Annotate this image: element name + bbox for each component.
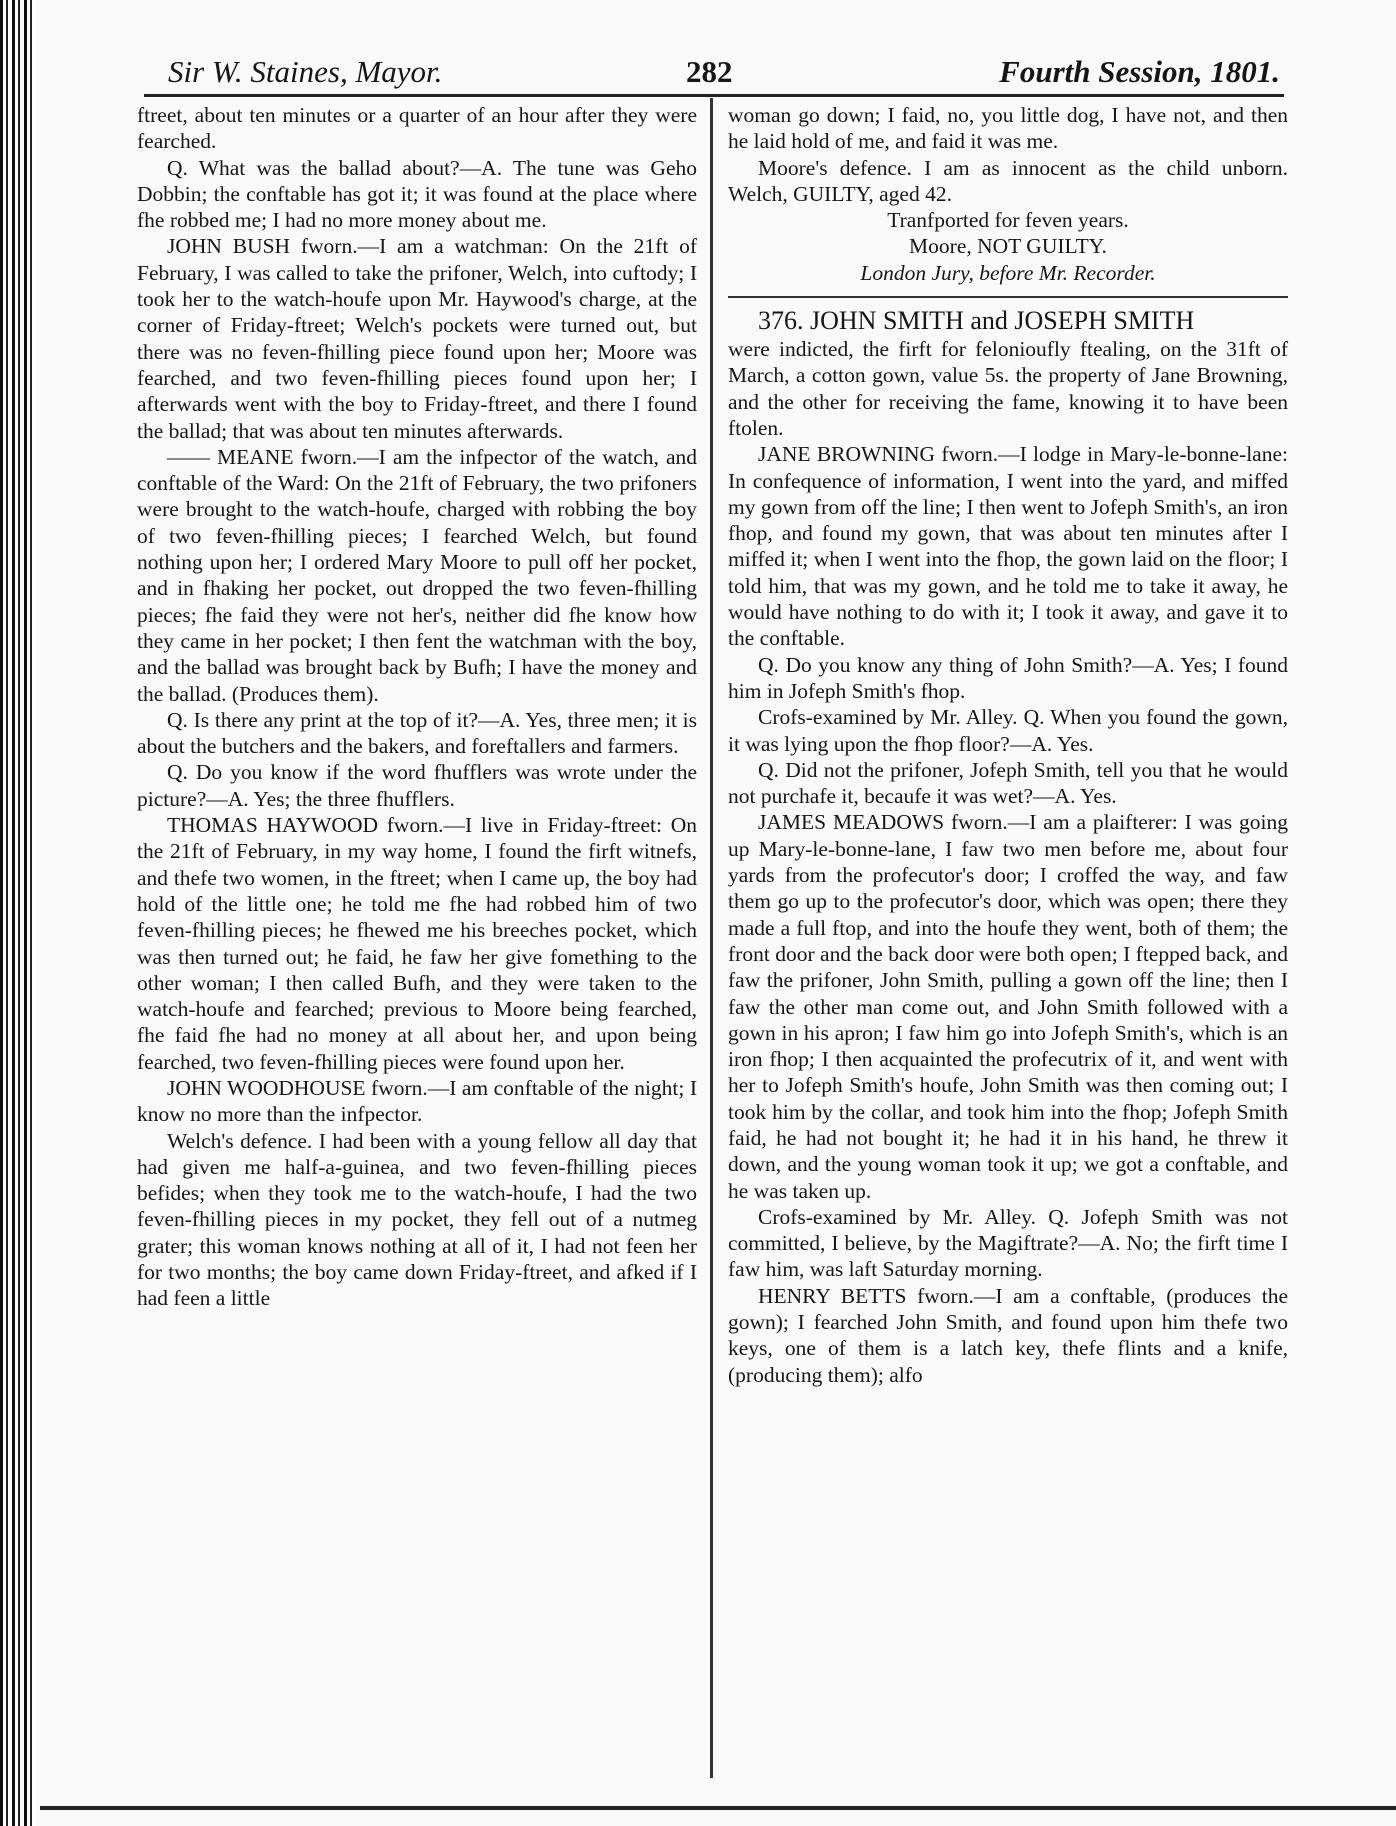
paragraph: Moore, NOT GUILTY. [909, 234, 1107, 259]
paragraph: JANE BROWNING fworn.—I lodge in Mary-le-bonne-lane: In confequence of information, I went into the yard, and miffed my gown from off the line; I then went to Jofeph Smith's, an iron fhop, and found my gown, that was about ten minutes after I miffed it; when I went into the fhop, the gown laid on the floor; I told him, that was my gown, and he told me to take it away, he would have nothing to do with it; I took it away, and gave it to the conftable. [728, 442, 1289, 651]
paragraph: Q. What was the ballad about?—A. The tune was Geho Dobbin; the conftable has got it; it was found at the place where fhe robbed me; I had no more money about me. [137, 155, 697, 233]
paragraph: Q. Did not the prifoner, Jofeph Smith, tell you that he would not purchafe it, becaufe it was wet?—A. Yes. [728, 757, 1288, 809]
header-mayor: Sir W. Staines, Mayor. [168, 54, 443, 89]
paragraph: JOHN BUSH fworn.—I am a watchman: On the 21ft of February, I was called to take the prifoner, Welch, into cuftody; I took her to the watch-houfe upon Mr. Haywood's charge, at the corner of Friday-ftreet; Welch's pockets were turned out, but there was no feven-fhilling piece found upon her; Moore was fearched, and two feven-fhilling pieces found upon her; I afterwards went with the boy to Friday-ftreet, and there I found the ballad; that was about ten minutes afterwards. [137, 234, 697, 443]
paragraph: ftreet, about ten minutes or a quarter of an hour after they were fearched. [137, 103, 697, 154]
header-session: Fourth Session, 1801. [999, 54, 1280, 89]
paragraph: Crofs-examined by Mr. Alley. Q. Jofeph Smith was not committed, I believe, by the Magiftrate?—A. No; the firft time I faw him, was laft Saturday morning. [728, 1204, 1288, 1282]
paragraph: Tranfported for feven years. [887, 208, 1129, 233]
column-divider [710, 98, 713, 1778]
paragraph: THOMAS HAYWOOD fworn.—I live in Friday-ftreet: On the 21ft of February, in my way home, I found the firft witnefs, and thefe two women, in the ftreet; when I came up, the boy had hold of the little one; he told me fhe had robbed him of two feven-fhilling pieces; he fhewed me his breeches pocket, which was then turned out; he faid, he faw her give fomething to the other woman; I then called Bufh, and they were taken to the watch-houfe and fearched; previous to Moore being fearched, fhe faid fhe had no money at all about her, and upon being fearched, two feven-fhilling pieces were found upon her. [137, 813, 697, 1074]
paragraph: woman go down; I faid, no, you little dog, I have not, and then he laid hold of me, and faid it was me. [728, 103, 1288, 154]
paragraph: Q. Do you know any thing of John Smith?—A. Yes; I found him in Jofeph Smith's fhop. [728, 652, 1288, 703]
paragraph: JOHN WOODHOUSE fworn.—I am conftable of the night; I know no more than the infpector. [137, 1075, 697, 1127]
page-bottom-edge [40, 1806, 1396, 1810]
running-header [140, 54, 1280, 98]
binding-edge [0, 0, 36, 1826]
paragraph: JAMES MEADOWS fworn.—I am a plaifterer: I was going up Mary-le-bonne-lane, I faw two men before me, about four yards from the profecutor's door; I croffed the way, and faw them go up to the profecutor's door, which was open; there they made a full ftop, and into the houfe they went, both of them; the front door and the back door were both open; I ftepped back, and faw the prifoner, John Smith, pulling a gown off the line; then I faw the other man come out, and John Smith followed with a gown in his apron; I faw him go into Jofeph Smith's, which is an iron fhop; I then acquainted the profecutrix of it, and went with her to Jofeph Smith's houfe, John Smith was then coming out; I took him by the collar, and took him into the fhop; Jofeph Smith faid, he had not bought it; he had it in his hand, he threw it down, and the young woman took it up; we got a conftable, and he was taken up. [728, 810, 1288, 1203]
paragraph: Q. Do you know if the word fhufflers was wrote under the picture?—A. Yes; the three fhufflers. [137, 760, 697, 811]
paragraph: —— MEANE fworn.—I am the infpector of the watch, and conftable of the Ward: On the 21ft of February, the two prifoners were brought to the watch-houfe, charged with robbing the boy of two feven-fhilling pieces; I fearched Welch, but found nothing upon her; I ordered Mary Moore to pull off her pocket, and in fhaking her pocket, out dropped the two feven-fhilling pieces; fhe faid they were not her's, neither did fhe know how they came in her pocket; I then fent the watchman with the boy, and the ballad was brought back by Bufh; I have the money and the ballad. (Produces them). [137, 444, 697, 706]
paragraph: 376. JOHN SMITH and JOSEPH SMITH [728, 296, 1288, 336]
right-column [728, 102, 1288, 1388]
paragraph: London Jury, before Mr. Recorder. [860, 260, 1156, 285]
paragraph: were indicted, the firft for felonioufly ftealing, on the 31ft of March, a cotton gown, value 5s. the property of Jane Browning, and the other for receiving the fame, knowing it to have been ftolen. [728, 337, 1288, 440]
page-number: 282 [686, 54, 733, 89]
left-column [137, 102, 697, 1312]
paragraph: Moore's defence. I am as innocent as the child unborn. Welch, GUILTY, aged 42. [728, 155, 1288, 206]
paragraph: Welch's defence. I had been with a young fellow all day that had given me half-a-guinea, and two feven-fhilling pieces befides; when they took me to the watch-houfe, I had the two feven-fhilling pieces in my pocket, they fell out of a nutmeg grater; this woman knows nothing at all of it, I had not feen her for two months; the boy came down Friday-ftreet, and afked if I had feen a little [137, 1128, 697, 1311]
header-rule [144, 94, 1284, 97]
paragraph: Q. Is there any print at the top of it?—A. Yes, three men; it is about the butchers and the bakers, and foreftallers and farmers. [137, 707, 697, 759]
paragraph: Crofs-examined by Mr. Alley. Q. When you found the gown, it was lying upon the fhop floor?—A. Yes. [728, 705, 1288, 756]
paragraph: HENRY BETTS fworn.—I am a conftable, (produces the gown); I fearched John Smith, and found upon him thefe two keys, one of them is a latch key, thefe flints and a knife, (producing them); alfo [728, 1283, 1288, 1387]
